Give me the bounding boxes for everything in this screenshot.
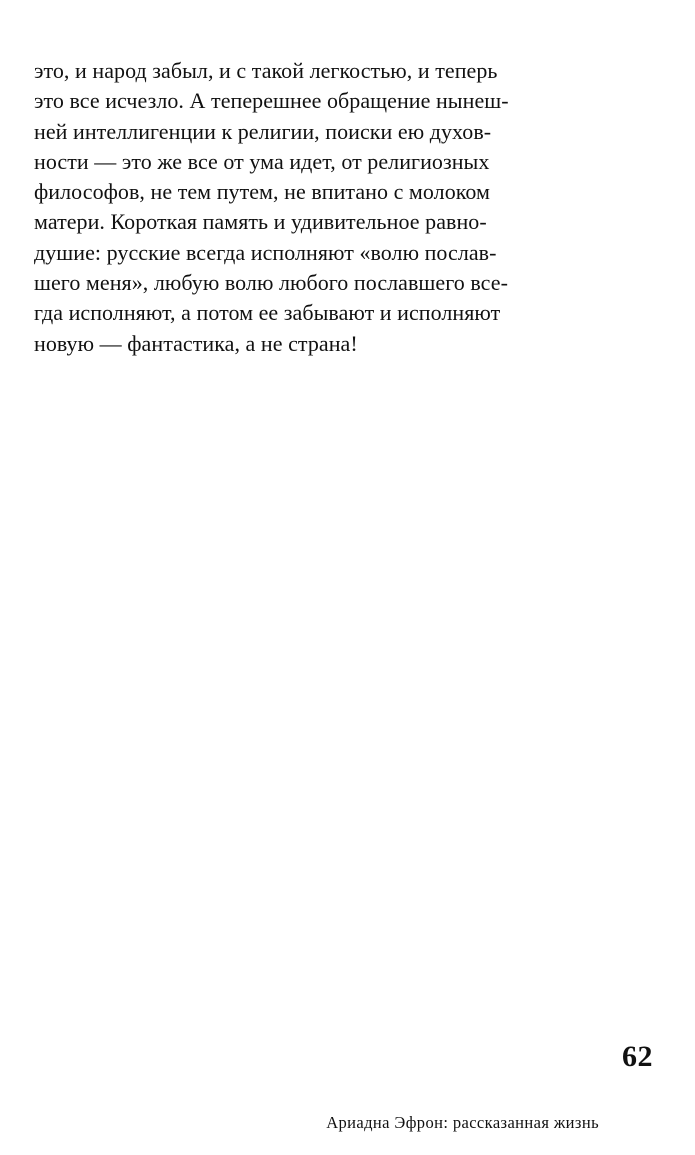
text-line: матери. Короткая память и удивительное равно- <box>34 209 487 235</box>
text-line: шего меня», любую волю любого пославшего все- <box>34 270 508 296</box>
body-text <box>34 56 634 359</box>
page-number: 62 <box>622 1040 653 1073</box>
text-line: философов, не тем путем, не впитано с молоком <box>34 179 490 205</box>
text-line: это все исчезло. А теперешнее обращение нынеш- <box>34 88 509 114</box>
text-line: ности — это же все от ума идет, от религиозных <box>34 148 490 174</box>
running-footer: Ариадна Эфрон: рассказанная жизнь <box>326 1113 599 1132</box>
text-line: ней интеллигенции к религии, поиски ею духов- <box>34 118 492 144</box>
text-line: новую — фантастика, а не страна! <box>34 330 358 356</box>
text-line: гда исполняют, а потом ее забывают и исполняют <box>34 300 501 326</box>
text-line: душие: русские всегда исполняют «волю послав- <box>34 239 497 265</box>
text-line: это, и народ забыл, и с такой легкостью, и теперь <box>34 58 498 83</box>
